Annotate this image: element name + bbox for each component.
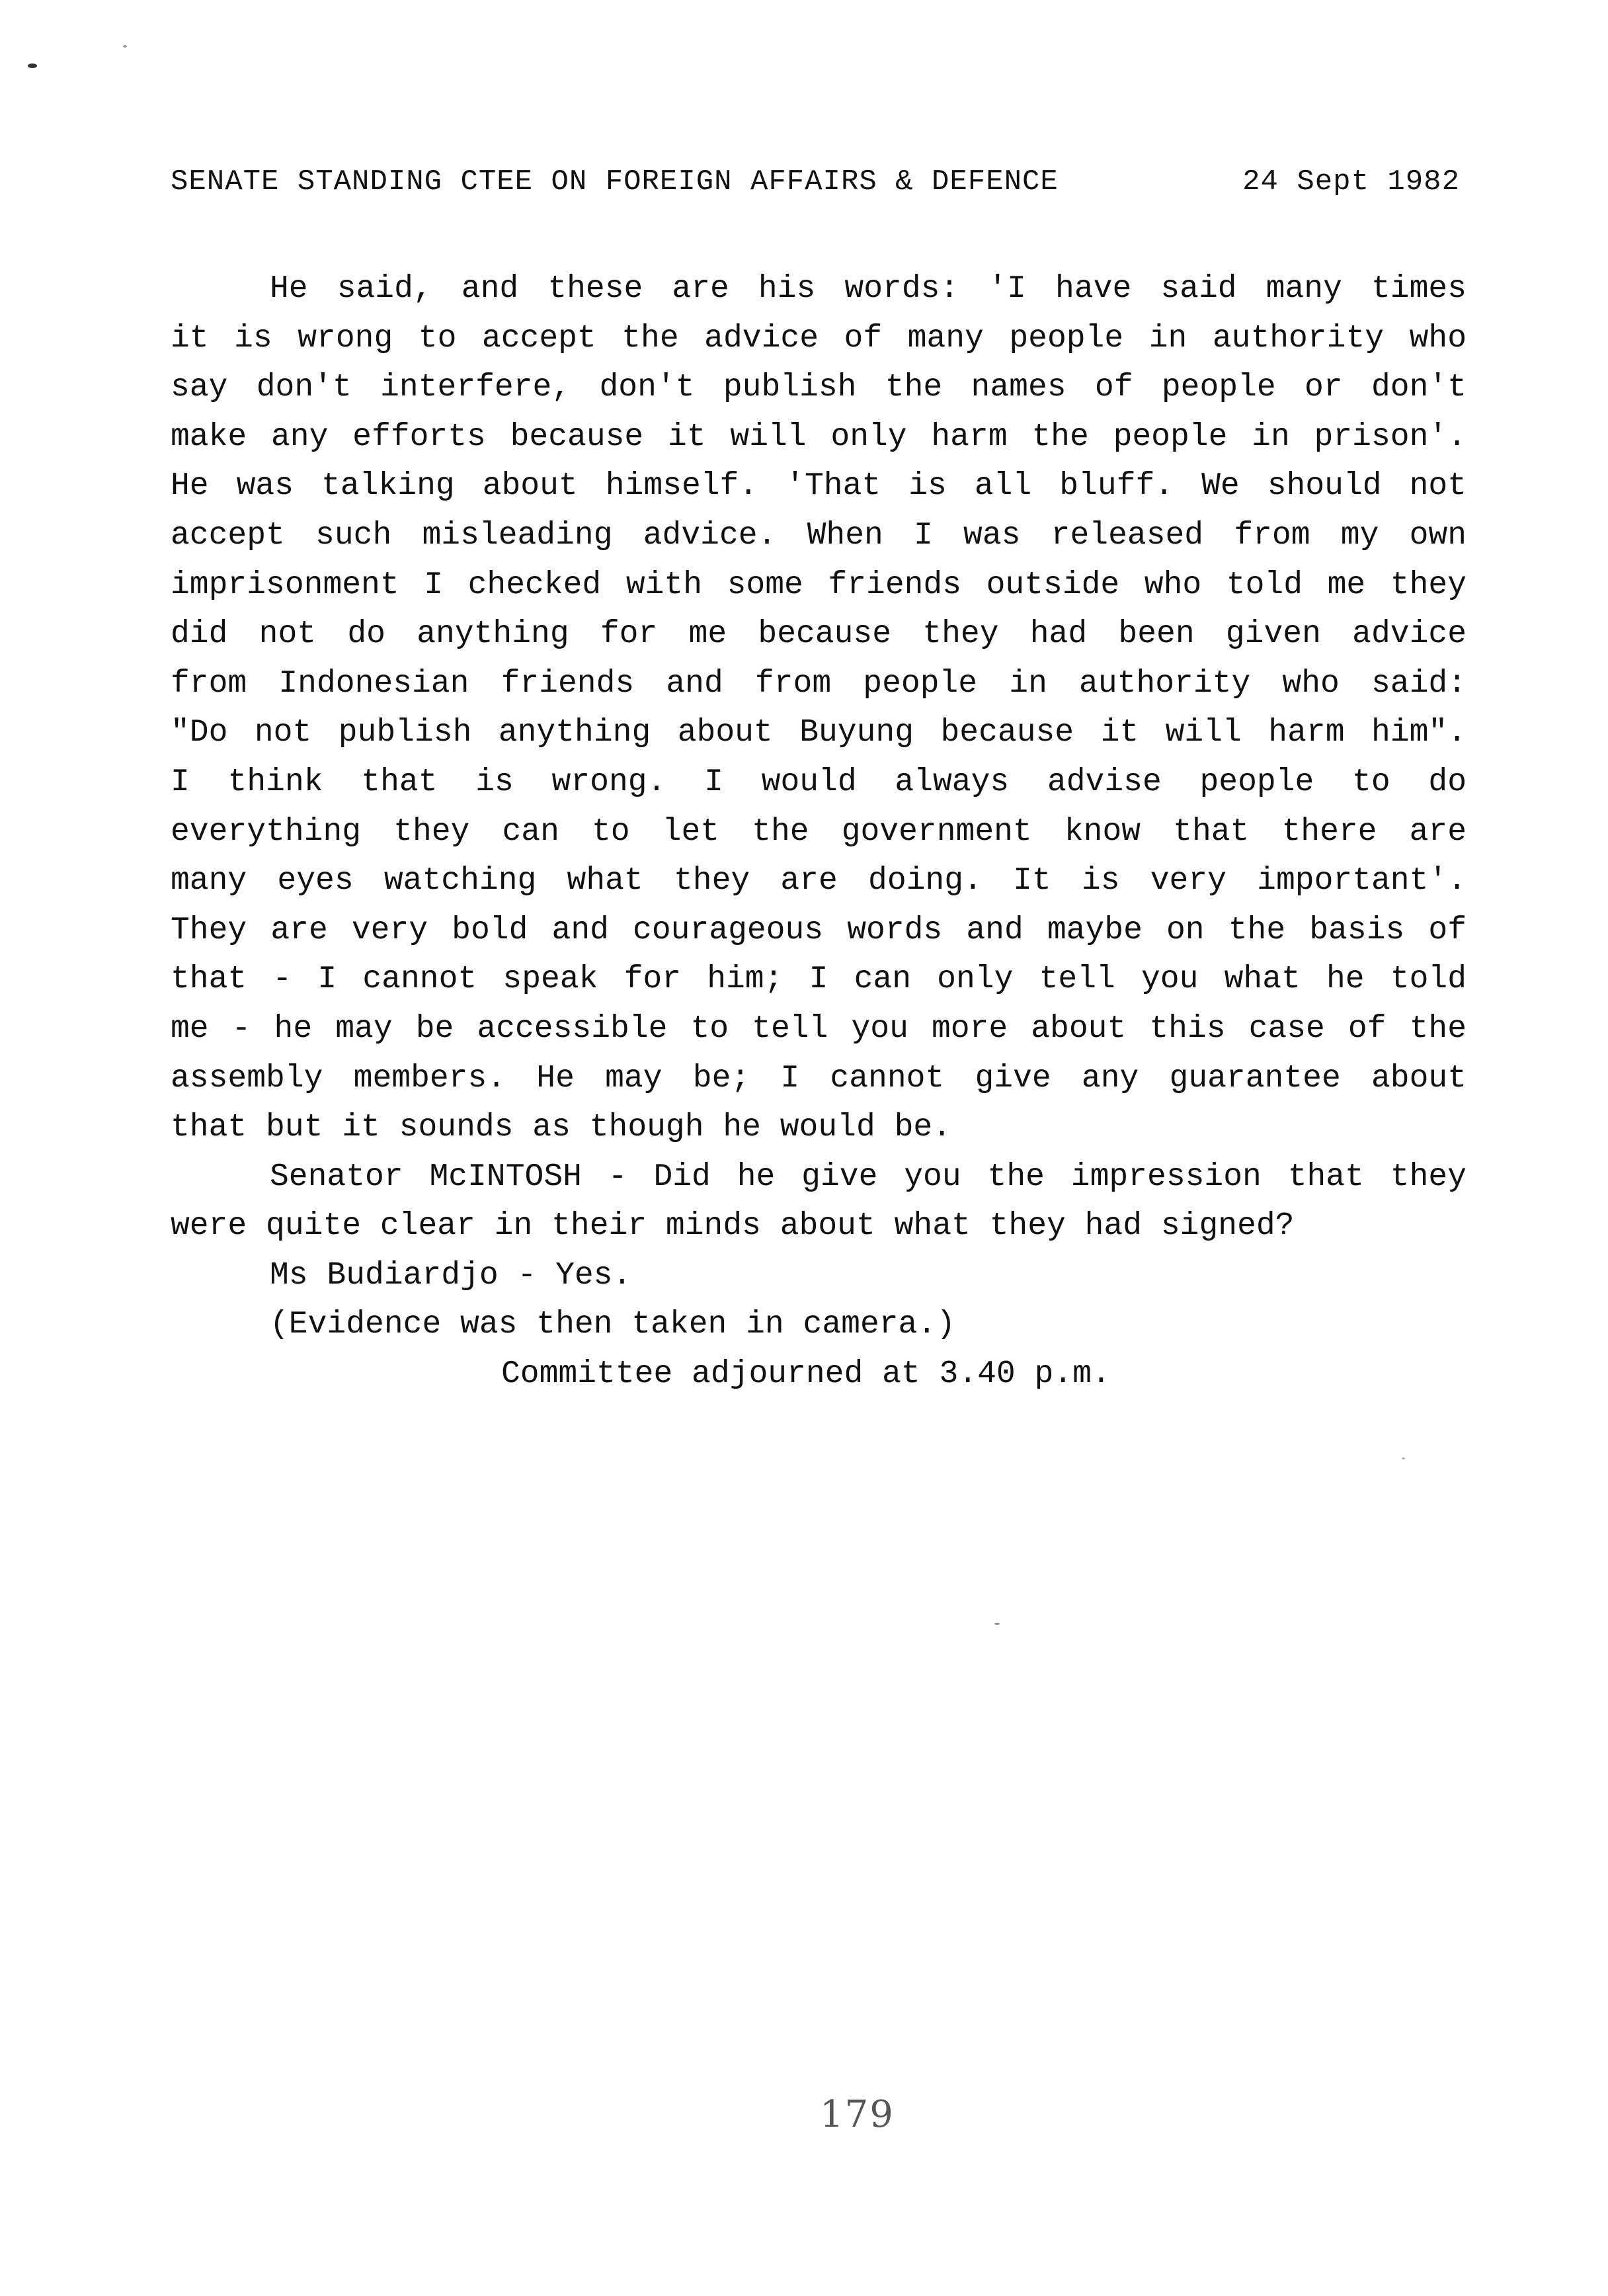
adjournment-line: Committee adjourned at 3.40 p.m.: [501, 1356, 1111, 1393]
transcript-line: did not do anything for me because they had been given advice: [171, 616, 1467, 653]
transcript-line: imprisonment I checked with some friends outside who told me they: [171, 567, 1467, 603]
transcript-body: [171, 265, 1467, 1399]
scan-speck: [994, 1623, 1000, 1625]
transcript-line: assembly members. He may be; I cannot give any guarantee about: [171, 1060, 1467, 1096]
transcript-line: many eyes watching what they are doing. It is very important'.: [171, 863, 1467, 899]
committee-title: SENATE STANDING CTEE ON FOREIGN AFFAIRS & DEFENCE: [171, 165, 1059, 198]
transcript-line: everything they can to let the government know that there are: [171, 813, 1467, 850]
transcript-line: that - I cannot speak for him; I can only tell you what he told: [171, 962, 1467, 998]
transcript-line: They are very bold and courageous words and maybe on the basis of: [171, 912, 1467, 948]
hearing-date: 24 Sept 1982: [1242, 165, 1460, 198]
transcript-line: accept such misleading advice. When I was released from my own: [171, 517, 1467, 554]
transcript-line: it is wrong to accept the advice of many people in authority who: [171, 320, 1467, 356]
scan-speck: [28, 63, 37, 68]
scan-speck: [1402, 1457, 1405, 1459]
transcript-line: me - he may be accessible to tell you more about this case of the: [171, 1010, 1467, 1047]
transcript-line: from Indonesian friends and from people in authority who said:: [171, 665, 1467, 702]
transcript-line: that but it sounds as though he would be.: [171, 1110, 951, 1146]
transcript-line: (Evidence was then taken in camera.): [270, 1307, 955, 1343]
transcript-line: "Do not publish anything about Buyung because it will harm him".: [171, 715, 1467, 751]
transcript-line: He said, and these are his words: 'I have said many times: [270, 271, 1467, 307]
transcript-line: Ms Budiardjo - Yes.: [270, 1257, 632, 1293]
transcript-line: I think that is wrong. I would always advise people to do: [171, 764, 1467, 800]
transcript-line: say don't interfere, don't publish the names of people or don't: [171, 370, 1467, 406]
page-number: 179: [820, 2093, 895, 2136]
transcript-line: He was talking about himself. 'That is all bluff. We should not: [171, 468, 1467, 505]
transcript-line: were quite clear in their minds about what they had signed?: [171, 1208, 1295, 1245]
transcript-line: Senator McINTOSH - Did he give you the impression that they: [270, 1159, 1467, 1195]
transcript-line: make any efforts because it will only harm the people in prison'.: [171, 419, 1467, 455]
scan-speck: [123, 45, 127, 48]
